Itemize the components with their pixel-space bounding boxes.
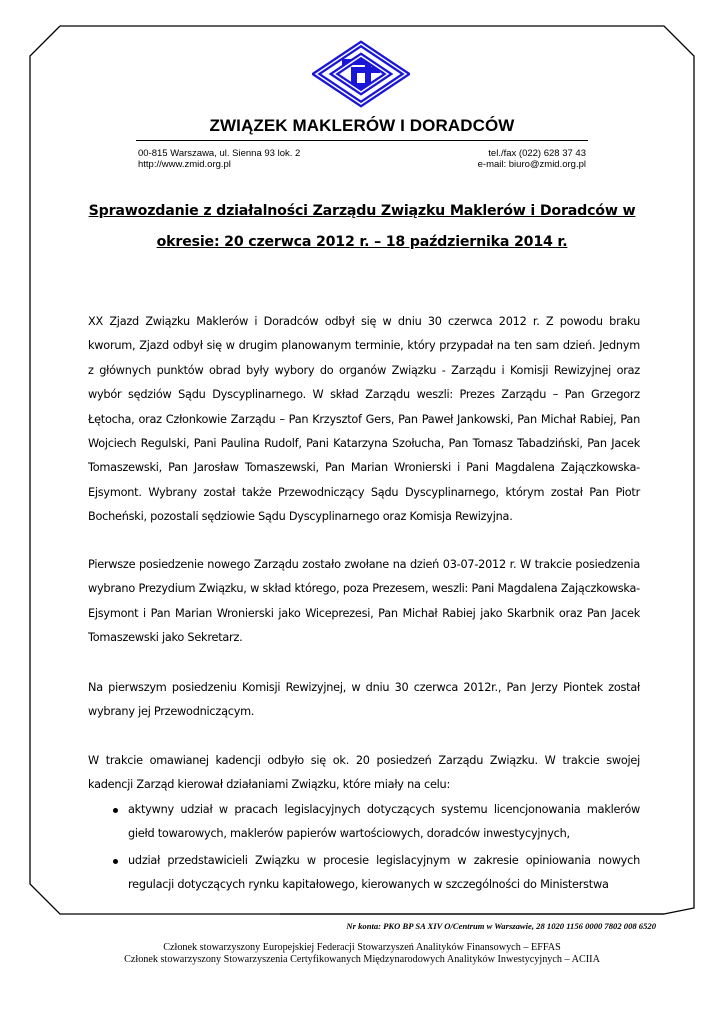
zmid-logo-icon (312, 40, 410, 108)
paragraph-congress: XX Zjazd Związku Maklerów i Doradców odbył się w dniu 30 czerwca 2012 r. Z powodu braku kworum, Zjazd odbył się w drugim planowanym terminie, który przypadał na ten sam dzień. Jednym z głównych punktów obrad były wybory do organów Związku - Zarządu i Komisji Rewizyjnej oraz wybór sędziów Sądu Dyscyplinarnego. W skład Zarządu weszli: Prezes Zarządu – Pan Grzegorz Łętocha, oraz Członkowie Zarządu – Pan Krzysztof Gers, Pan Paweł Jankowski, Pan Michał Rabiej, Pan Wojciech Regulski, Pani Paulina Rudolf, Pani Katarzyna Szołucha, Pan Tomasz Tabadziński, Pan Jacek Tomaszewski, Pan Jarosław Tomaszewski, Pan Marian Wronierski i Pani Magdalena Zajączkowska-Ejsymont. Wybrany został także Przewodniczący Sądu Dyscyplinarnego, którym został Pan Piotr Bocheński, pozostali sędziowie Sądu Dyscyplinarnego oraz Komisja Rewizyjna. (88, 315, 640, 524)
phone-text: tel./fax (022) 628 37 43 (488, 148, 586, 159)
bank-account-text: Nr konta: PKO BP SA XIV O/Centrum w Warszawie, 28 1020 1156 0000 7802 008 6520 (346, 921, 656, 931)
list-item (88, 849, 640, 898)
list-item-text: aktywny udział w pracach legislacyjnych dotyczących systemu licencjonowania maklerów giełd towarowych, maklerów papierów wartościowych, doradców inwestycyjnych, (128, 803, 640, 841)
paragraph-audit-committee: Na pierwszym posiedzeniu Komisji Rewizyjnej, w dniu 30 czerwca 2012r., Pan Jerzy Piontek został wybrany jej Przewodniczącym. (88, 681, 640, 719)
address-text: 00-815 Warszawa, ul. Sienna 93 lok. 2 (138, 148, 301, 159)
activities-list (88, 798, 640, 900)
bullet-icon (113, 808, 118, 813)
email-link[interactable]: e-mail: biuro@zmid.org.pl (477, 159, 586, 170)
list-item-text: udział przedstawicieli Związku w procesie legislacyjnym w zakresie opiniowania nowych regulacji dotyczących rynku kapitałowego, kierowanych w szczególności do Ministerstwa (128, 853, 640, 892)
paragraph-first-meeting: Pierwsze posiedzenie nowego Zarządu zostało zwołane na dzień 03-07-2012 r. W trakcie posiedzenia wybrano Prezydium Związku, w skład którego, poza Prezesem, weszli: Pani Magdalena Zajączkowska-Ejsymont i Pan Marian Wronierski jako Wiceprezesi, Pan Michał Rabiej jako Skarbnik oraz Pan Jacek Tomaszewski jako Sekretarz. (88, 558, 640, 645)
header-divider (136, 140, 588, 141)
paragraph-activities-intro: W trakcie omawianej kadencji odbyło się ok. 20 posiedzeń Zarządu Związku. W trakcie swojej kadencji Zarząd kierował działaniami Związku, które miały na celu: (88, 754, 640, 792)
bullet-icon (113, 859, 118, 864)
list-item (88, 798, 640, 847)
report-title-line-2: okresie: 20 czerwca 2012 r. – 18 października 2014 r. (156, 234, 568, 250)
organization-name: ZWIĄZEK MAKLERÓW I DORADCÓW (209, 116, 515, 135)
membership-aciia: Członek stowarzyszony Stowarzyszenia Certyfikowanych Międzynarodowych Analityków Inwestycyjnych – ACIIA (124, 954, 600, 965)
website-link[interactable]: http://www.zmid.org.pl (138, 159, 231, 170)
report-title-line-1: Sprawozdanie z działalności Zarządu Związku Maklerów i Doradców w (88, 203, 636, 219)
membership-effas: Członek stowarzyszony Europejskiej Federacji Stowarzyszeń Analityków Finansowych – EFFAS (163, 942, 561, 953)
